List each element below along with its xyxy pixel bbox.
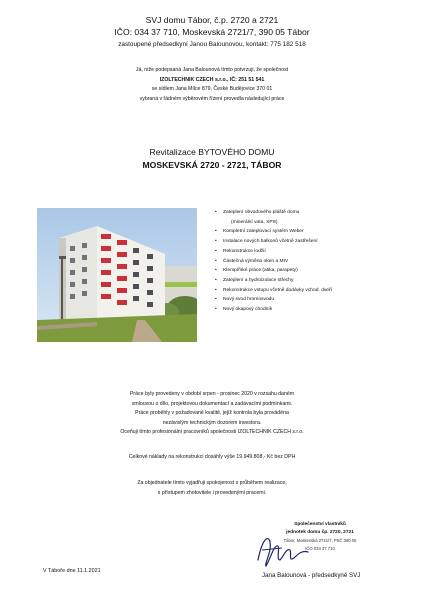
- body-line: nezávislým technickým dozorem investora.: [162, 419, 262, 426]
- body-paragraph: [0, 390, 424, 438]
- list-item: • Zateplení a hydroizolace střechy: [215, 276, 332, 286]
- building-photo: [37, 208, 197, 342]
- total-cost: Celkové náklady na rekonstrukci dosáhly výše 19.949.808,- Kč bez DPH: [128, 454, 296, 460]
- intro-line: se sídlem Jana Mílce 879, České Budějovice 370 01: [151, 86, 273, 93]
- bullet-icon: •: [215, 307, 217, 313]
- body-line: Práce byly provedeny v období srpen - prosinec 2020 v rozsahu daném: [129, 391, 295, 397]
- stamp-line: jednotek domu čp. 2720, 2721: [286, 530, 354, 535]
- list-item: • Nový svod hromosvodu: [215, 295, 332, 305]
- header-contact: [0, 40, 424, 50]
- list-item: (minerální vata, XPS): [231, 219, 278, 225]
- document-subtitle: MOSKEVSKÁ 2720 - 2721, TÁBOR: [142, 160, 282, 170]
- stamp-line: Tábor, Moskevská 2721/7, PSČ 390 05: [283, 538, 357, 543]
- intro-line: vybraná v řádném výběrovém řízení provedla následující práce: [139, 95, 285, 102]
- list-item: • Zateplení obvodového pláště domu: [215, 208, 332, 218]
- bullet-icon: •: [215, 229, 217, 235]
- body-line: Oceňuji tímto profesionální pracovníků společnosti IZOLTECHNIK CZECH s.r.o.: [120, 429, 304, 436]
- document-title: Revitalizace BYTOVÉHO DOMU: [149, 147, 275, 157]
- body-line: smlouvou o dílo, projektovou dokumentací a zadávacími podmínkami.: [131, 400, 293, 407]
- list-item: • Instalace nových balkonů včetně zastřešení: [215, 237, 332, 247]
- body-line: Práce proběhly v požadované kvalitě, jejíž kontrola byla prováděna: [135, 410, 289, 417]
- closing-paragraph: [0, 479, 424, 498]
- bullet-icon: •: [215, 297, 217, 303]
- works-list: [215, 208, 332, 315]
- bullet-icon: •: [215, 287, 217, 293]
- header-representative: zastoupené předsedkyní Janou Balounovou, kontakt: 775 182 518: [118, 41, 306, 48]
- list-item: • Nový okapový chodník: [215, 305, 332, 315]
- bullet-icon: •: [215, 210, 217, 215]
- list-item: • Kompletní zateplovací systém Weber: [215, 227, 332, 237]
- intro-line: Já, níže podepsaná Jana Balounová tímto potvrzuji, že společnost: [135, 67, 289, 73]
- list-item: • Částečná výměna oken a MIV: [215, 257, 332, 267]
- intro-line: IZOLTECHNIK CZECH s.r.o., IČ: 251 51 541: [159, 76, 265, 83]
- closing-line: s přístupem zhotovitele i provedenými pracemi.: [157, 489, 267, 496]
- bullet-icon: •: [215, 239, 217, 245]
- list-item: • Rekonstrukce lodžií: [215, 247, 332, 257]
- stamp-line: Společenství vlastníků: [294, 522, 346, 527]
- document-date: V Táboře dne 11.1.2021: [43, 568, 101, 574]
- signature-icon: [252, 530, 312, 570]
- bullet-icon: •: [215, 268, 217, 274]
- signature-caption: Jana Balounová - předsedkyně SVJ: [262, 572, 361, 579]
- header-company-id: IČO: 034 37 710, Moskevská 2721/7, 390 05 Tábor: [114, 27, 310, 37]
- header-title: SVJ domu Tábor, č.p. 2720 a 2721: [145, 15, 279, 25]
- bullet-icon: •: [215, 248, 217, 254]
- list-item: • Klempířské práce (atika, parapety): [215, 266, 332, 276]
- bullet-icon: •: [215, 277, 217, 283]
- bullet-icon: •: [215, 258, 217, 264]
- closing-line: Za objednatele tímto vyjadřuji spokojenost s průběhem realizace,: [137, 480, 287, 486]
- intro-paragraph: [0, 66, 424, 104]
- list-item: • Rekonstrukce vstupu včetně dodávky vchod. dveří: [215, 286, 332, 296]
- stamp-line: IČO 034 37 710: [305, 546, 335, 551]
- header-block: [0, 14, 424, 38]
